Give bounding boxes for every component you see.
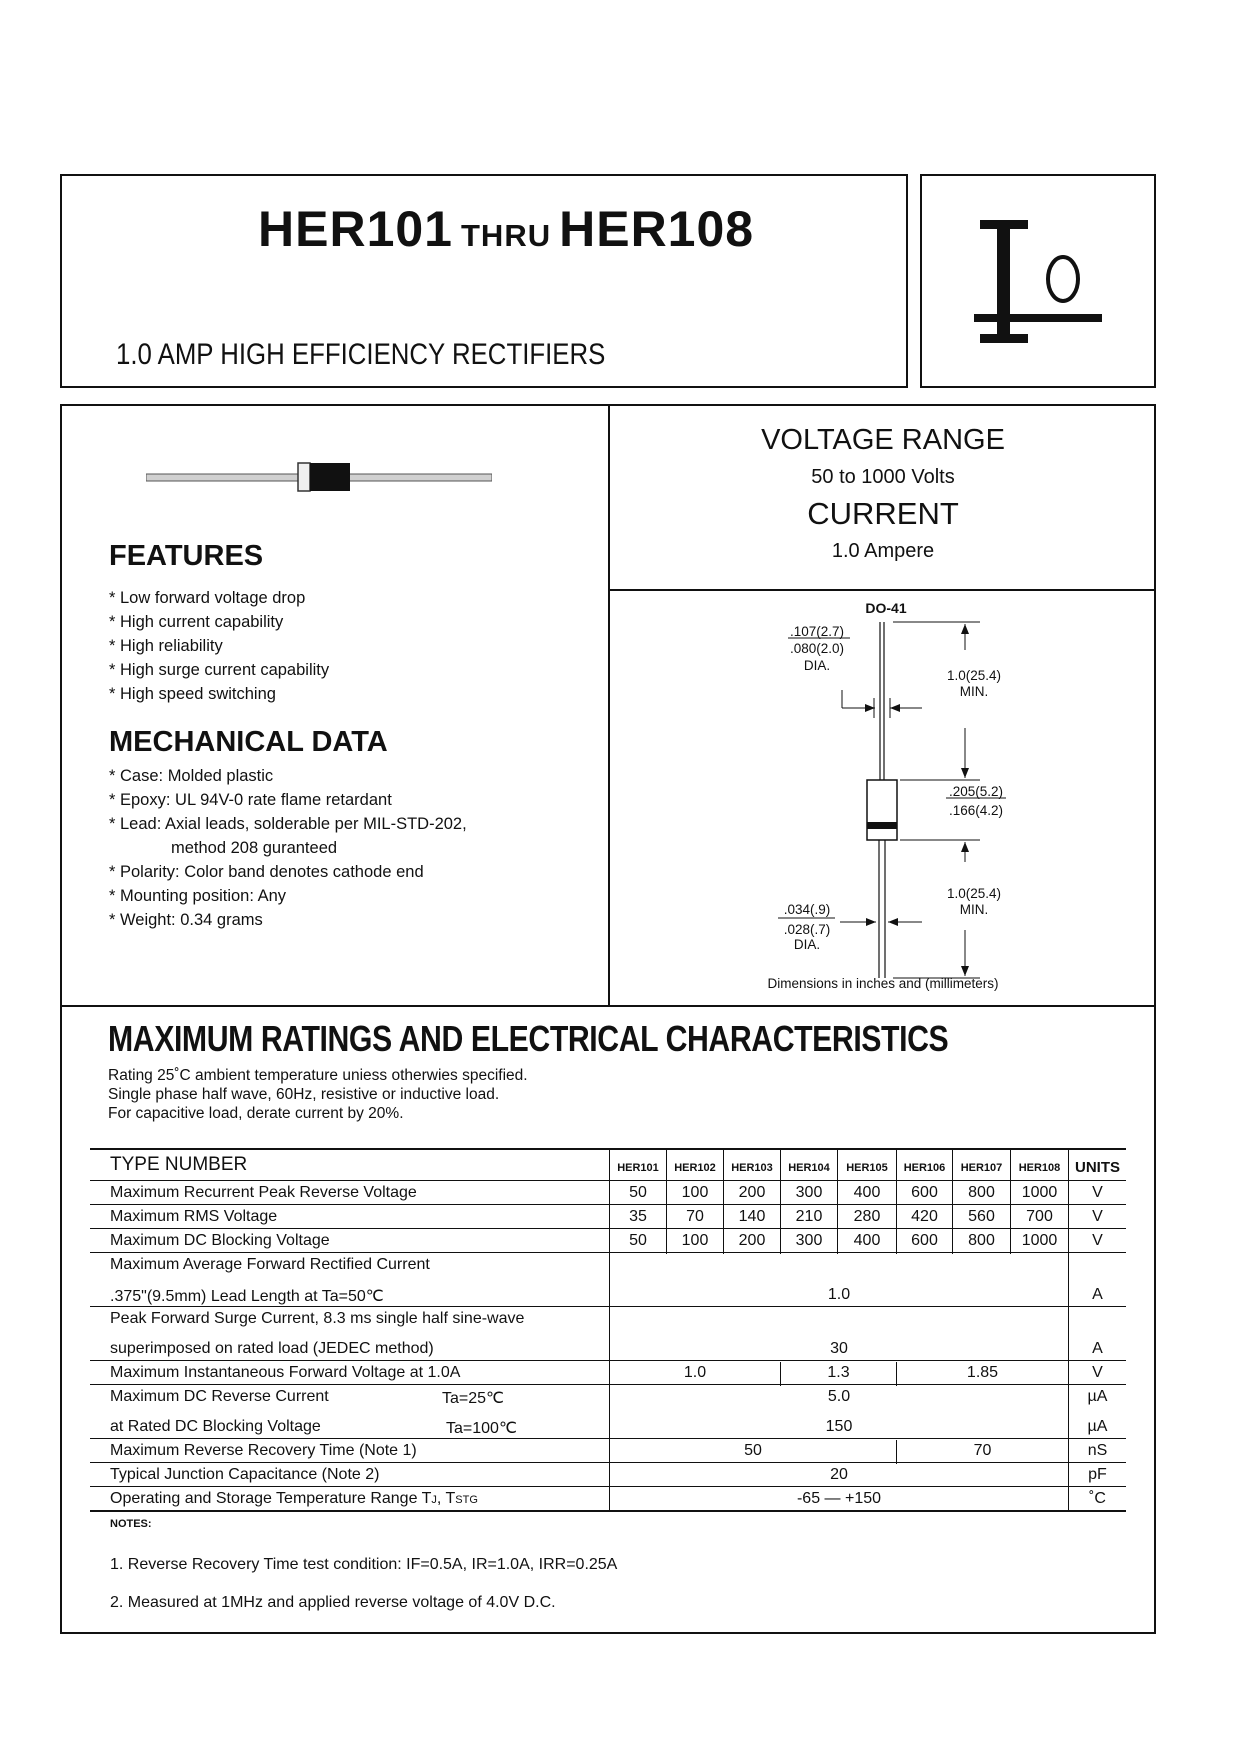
feature-item: * High speed switching bbox=[109, 685, 276, 703]
body-length-max: .205(5.2) bbox=[948, 784, 1004, 799]
vdc-value: 800 bbox=[968, 1232, 995, 1249]
notes-heading: NOTES: bbox=[110, 1518, 152, 1530]
cj-value: 20 bbox=[830, 1466, 848, 1483]
part-header: HER108 bbox=[1018, 1162, 1061, 1174]
vrrm-unit: V bbox=[1092, 1184, 1103, 1201]
rating-conditions bbox=[108, 1066, 528, 1123]
vf-unit: V bbox=[1092, 1364, 1103, 1381]
table-rule bbox=[90, 1384, 1126, 1385]
note-item: 1. Reverse Recovery Time test condition: IF=0.5A, IR=1.0A, IRR=0.25A bbox=[110, 1556, 618, 1573]
vrrm-value: 50 bbox=[629, 1184, 647, 1201]
features-list bbox=[109, 586, 329, 706]
mechanical-list bbox=[109, 764, 467, 932]
vf-value-2: 1.3 bbox=[827, 1364, 850, 1381]
lead-length-bottom: 1.0(25.4) bbox=[946, 886, 1002, 901]
mechanical-item: * Weight: 0.34 grams bbox=[109, 911, 263, 929]
lead-length-top: 1.0(25.4) bbox=[946, 668, 1002, 683]
vrms-value: 140 bbox=[738, 1208, 766, 1225]
table-rule bbox=[90, 1462, 1126, 1463]
current-label: CURRENT bbox=[807, 496, 959, 531]
wire-dia-label: DIA. bbox=[793, 937, 821, 952]
vrrm-value: 100 bbox=[681, 1184, 709, 1201]
table-rule bbox=[90, 1486, 1126, 1487]
part-header: HER107 bbox=[960, 1162, 1003, 1174]
vdc-value: 400 bbox=[853, 1232, 881, 1249]
condition-line: For capacitive load, derate current by 20%. bbox=[108, 1105, 404, 1122]
io-value: 1.0 bbox=[827, 1286, 851, 1303]
part-header: HER103 bbox=[731, 1162, 773, 1174]
vdc-unit: V bbox=[1092, 1232, 1103, 1249]
temp-sep: , T bbox=[436, 1490, 456, 1507]
table-rule bbox=[90, 1438, 1126, 1439]
vdc-value: 300 bbox=[795, 1232, 823, 1249]
vrms-value: 210 bbox=[795, 1208, 823, 1225]
ir-value-100: 150 bbox=[825, 1418, 853, 1435]
condition-line: Single phase half wave, 60Hz, resistive or inductive load. bbox=[108, 1086, 500, 1103]
note-item: 2. Measured at 1MHz and applied reverse voltage of 4.0V D.C. bbox=[110, 1594, 556, 1611]
vdc-value: 600 bbox=[911, 1232, 938, 1249]
row-label-ifsm-cond: superimposed on rated load (JEDEC method) bbox=[110, 1340, 434, 1357]
mechanical-heading: MECHANICAL DATA bbox=[109, 726, 388, 758]
vrms-unit: V bbox=[1092, 1208, 1103, 1225]
diode-illustration bbox=[146, 460, 492, 496]
feature-item: * High reliability bbox=[109, 637, 223, 655]
table-top-rule bbox=[90, 1148, 1126, 1150]
cj-unit: pF bbox=[1088, 1466, 1107, 1483]
table-bottom-rule bbox=[90, 1510, 1126, 1512]
row-label-ifsm: Peak Forward Surge Current, 8.3 ms single half sine-wave bbox=[110, 1310, 525, 1327]
ifsm-unit: A bbox=[1092, 1340, 1103, 1357]
part-header: HER104 bbox=[788, 1162, 830, 1174]
ratings-heading: MAXIMUM RATINGS AND ELECTRICAL CHARACTERISTICS bbox=[108, 1018, 949, 1059]
row-label-io-cond: .375"(9.5mm) Lead Length at Ta=50℃ bbox=[110, 1288, 384, 1305]
vrrm-value: 800 bbox=[968, 1184, 995, 1201]
package-drawing bbox=[610, 600, 1156, 1000]
ir-unit-100: µA bbox=[1087, 1418, 1108, 1435]
page-subtitle: 1.0 AMP HIGH EFFICIENCY RECTIFIERS bbox=[116, 338, 606, 371]
vdc-value: 100 bbox=[681, 1232, 709, 1249]
ir-cond-100: Ta=100℃ bbox=[446, 1420, 517, 1437]
part-header: HER101 bbox=[617, 1162, 659, 1174]
lead-length-bottom-min: MIN. bbox=[959, 902, 989, 917]
type-number-label: TYPE NUMBER bbox=[110, 1154, 248, 1175]
voltage-range-value: 50 to 1000 Volts bbox=[811, 466, 955, 488]
vf-value-3: 1.85 bbox=[966, 1364, 999, 1381]
temp-sub-j: J bbox=[431, 1494, 437, 1506]
ir-cond-25: Ta=25℃ bbox=[442, 1390, 505, 1407]
feature-item: * Low forward voltage drop bbox=[109, 589, 306, 607]
trr-unit: nS bbox=[1087, 1442, 1108, 1459]
lead-dia-top-min: .080(2.0) bbox=[789, 641, 845, 656]
part-header: HER106 bbox=[903, 1162, 946, 1174]
divider-top-section bbox=[60, 1005, 1156, 1007]
wire-dia-min: .028(.7) bbox=[783, 922, 831, 937]
table-rule bbox=[90, 1252, 1126, 1253]
ifsm-value: 30 bbox=[830, 1340, 848, 1357]
row-label-vrrm: Maximum Recurrent Peak Reverse Voltage bbox=[110, 1184, 417, 1201]
part-header: HER102 bbox=[674, 1162, 716, 1174]
mechanical-item: * Polarity: Color band denotes cathode end bbox=[109, 863, 424, 881]
package-name: DO-41 bbox=[865, 600, 907, 616]
part-first: HER101 bbox=[258, 201, 453, 257]
table-rule bbox=[90, 1180, 1126, 1181]
temp-label-text: Operating and Storage Temperature Range T bbox=[110, 1490, 432, 1507]
row-label-ir: Maximum DC Reverse Current bbox=[110, 1388, 329, 1405]
lead-dia-top-dia: DIA. bbox=[803, 658, 831, 673]
vrrm-value: 200 bbox=[738, 1184, 766, 1201]
vdc-value: 1000 bbox=[1021, 1232, 1058, 1249]
row-label-vdc: Maximum DC Blocking Voltage bbox=[110, 1232, 330, 1249]
table-rule bbox=[90, 1204, 1126, 1205]
units-header: UNITS bbox=[1075, 1159, 1120, 1176]
feature-item: * High current capability bbox=[109, 613, 284, 631]
vrms-value: 560 bbox=[968, 1208, 995, 1225]
temp-unit: ˚C bbox=[1089, 1490, 1106, 1507]
voltage-range-label: VOLTAGE RANGE bbox=[761, 424, 1005, 456]
brand-logo-icon bbox=[970, 210, 1110, 360]
mechanical-item: * Lead: Axial leads, solderable per MIL-STD-202, bbox=[109, 815, 467, 833]
condition-line: Rating 25˚C ambient temperature uniess otherwies specified. bbox=[108, 1067, 528, 1084]
mechanical-item: * Case: Molded plastic bbox=[109, 767, 274, 785]
vrrm-value: 1000 bbox=[1021, 1184, 1058, 1201]
row-label-temp bbox=[110, 1490, 478, 1508]
vrms-value: 700 bbox=[1026, 1208, 1053, 1225]
table-rule bbox=[90, 1228, 1126, 1229]
row-label-vrms: Maximum RMS Voltage bbox=[110, 1208, 278, 1225]
table-rule bbox=[90, 1306, 1126, 1307]
vdc-value: 50 bbox=[629, 1232, 647, 1249]
page-title bbox=[258, 200, 754, 258]
vdc-value: 200 bbox=[738, 1232, 766, 1249]
wire-dia-max: .034(.9) bbox=[783, 902, 831, 917]
row-label-trr: Maximum Reverse Recovery Time (Note 1) bbox=[110, 1442, 417, 1459]
row-label-cj: Typical Junction Capacitance (Note 2) bbox=[110, 1466, 380, 1483]
temp-sub-stg: STG bbox=[455, 1494, 478, 1506]
vrrm-value: 600 bbox=[911, 1184, 938, 1201]
vrms-value: 420 bbox=[911, 1208, 938, 1225]
mechanical-item: method 208 guranteed bbox=[171, 839, 338, 857]
vrms-value: 70 bbox=[686, 1208, 704, 1225]
lead-dia-top-max: .107(2.7) bbox=[789, 624, 845, 639]
table-rule bbox=[90, 1360, 1126, 1361]
io-unit: A bbox=[1092, 1286, 1103, 1303]
row-label-ir-2: at Rated DC Blocking Voltage bbox=[110, 1418, 321, 1435]
mechanical-item: * Mounting position: Any bbox=[109, 887, 287, 905]
part-header: HER105 bbox=[846, 1162, 888, 1174]
vf-value-1: 1.0 bbox=[683, 1364, 707, 1381]
trr-value-2: 70 bbox=[973, 1442, 992, 1459]
row-label-vf: Maximum Instantaneous Forward Voltage at 1.0A bbox=[110, 1364, 461, 1381]
vrrm-value: 300 bbox=[795, 1184, 823, 1201]
part-last: HER108 bbox=[559, 201, 755, 257]
features-heading: FEATURES bbox=[109, 540, 264, 572]
dimensions-caption: Dimensions in inches and (millimeters) bbox=[767, 976, 999, 991]
vrms-value: 280 bbox=[853, 1208, 881, 1225]
temp-value: -65 — +150 bbox=[796, 1490, 882, 1507]
trr-value-1: 50 bbox=[744, 1442, 762, 1459]
row-label-io: Maximum Average Forward Rectified Current bbox=[110, 1256, 430, 1273]
divider-specs bbox=[608, 589, 1156, 591]
lead-length-top-min: MIN. bbox=[959, 684, 989, 699]
thru-word: THRU bbox=[461, 218, 552, 253]
ir-value-25: 5.0 bbox=[827, 1388, 851, 1405]
current-value: 1.0 Ampere bbox=[831, 540, 935, 562]
mechanical-item: * Epoxy: UL 94V-0 rate flame retardant bbox=[109, 791, 392, 809]
vrms-value: 35 bbox=[629, 1208, 647, 1225]
feature-item: * High surge current capability bbox=[109, 661, 330, 679]
ir-unit-25: µA bbox=[1087, 1388, 1108, 1405]
vrrm-value: 400 bbox=[853, 1184, 881, 1201]
body-length-min: .166(4.2) bbox=[948, 803, 1004, 818]
